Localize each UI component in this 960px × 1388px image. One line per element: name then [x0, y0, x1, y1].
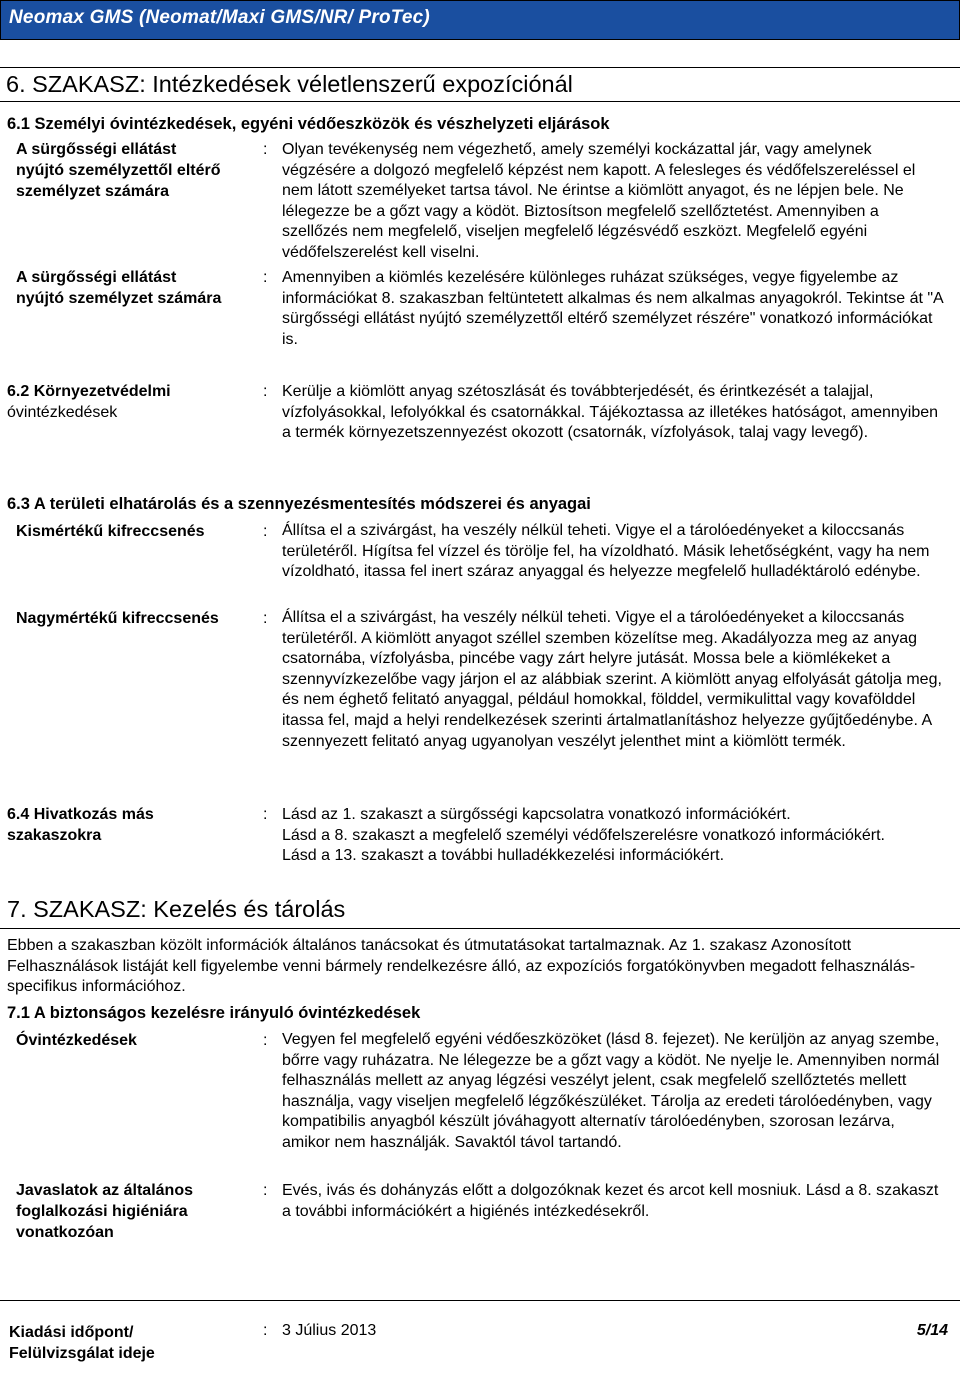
colon-separator: : [263, 1182, 268, 1199]
row-value-large-spill: Állítsa el a szivárgást, ha veszély nélkül teheti. Vigye el a tárolóedényeket a kiloccsanás területéről. A kiömlött anyagot széllel szemben közelítse meg. Akadályozza meg az anyag csatornába, vízfolyásba, pincébe vagy zárt helyre jutását. Mossa bele a kiömlékeket a szennyvízkezelőbe vagy járjon el az alábbiak szerint. A kiömlött anyag elfolyását gátolja meg, és nem éghető felitató anyaggal, például homokkal, földdel, vermikulittal vagy kovafölddel itassa fel, majd a helyi rendelkezések szerinti ártalmatlanításhoz helyezze gyűjtőedénybe. A szennyezett felitató anyag ugyanolyan veszélyt jelenthet mint a kiömlött termék. [282, 609, 942, 750]
row-value-non-emergency: Olyan tevékenység nem végezhető, amely személyi kockázattal jár, vagy amelynek végzésére a dolgozó megfelelő képzést nem kapott. A felesleges és védőfelszereléssel el nem látott személyeket tartsa távol. Ne érintse a kiömlött anyagot, és ne lépjen bele. Ne lélegezze be a gőzt vagy a ködöt. Biztosítson megfelelő szellőztetést. Amennyiben a szellőzés nem megfelelő, viseljen megfelelő légzésvédő eszközt. Megfelelő egyéni védőfelszerelést kell viselni. [282, 141, 916, 261]
colon-separator: : [263, 141, 268, 158]
subsection-7-1-title: 7.1 A biztonságos kezelésre irányuló óvintézkedések [7, 1004, 421, 1022]
section-6-title: 6. SZAKASZ: Intézkedések véletlenszerű expozíciónál [0, 67, 960, 102]
row-label-precautions: Óvintézkedések [16, 1032, 137, 1049]
subsection-6-4-label: 6.4 Hivatkozás más szakaszokra [7, 806, 154, 844]
row-label-emergency: A sürgősségi ellátást nyújtó személyzet számára [16, 269, 222, 307]
colon-separator: : [263, 523, 268, 540]
document-header [0, 0, 960, 40]
colon-separator: : [263, 383, 268, 400]
footer-issue-date: 3 Július 2013 [282, 1322, 377, 1339]
subsection-6-2-label: 6.2 Környezetvédelmi óvintézkedések [7, 383, 171, 421]
row-value-small-spill: Állítsa el a szivárgást, ha veszély nélkül teheti. Vigye el a tárolóedényeket a kiloccsanás területéről. Hígítsa fel vízzel és törölje fel, ha vízoldható. Másik lehetőségként, vagy ha nem vízoldható, itassa fel inert száraz anyaggal és helyezze megfelelő hulladéktároló edénybe. [282, 522, 930, 581]
row-value-emergency: Amennyiben a kiömlés kezelésére különleges ruházat szükséges, vegye figyelembe az információkat 8. szakaszban feltüntetett alkalmas és nem alkalmas anyagokról. Tekintse át "A sürgősségi ellátást nyújtó személyzettől eltérő személyzet részére" vonatkozó információkat is. [282, 269, 943, 348]
row-label-large-spill: Nagymértékű kifreccsenés [16, 610, 219, 627]
footer-issue-date-label: Kiadási időpont/ Felülvizsgálat ideje [9, 1324, 155, 1362]
row-value-precautions: Vegyen fel megfelelő egyéni védőeszközöket (lásd 8. fejezet). Ne kerüljön az anyag szembe, bőrre vagy ruházatra. Ne lélegezze be a gőzt vagy a ködöt. Ne nyelje le. Amennyiben normál felhasználás mellett az anyag légzési veszélyt jelent, csak megfelelő szellőztetés mellett használja, vagy viseljen megfelelő légzőkészüléket. Tárolja az eredeti tárolóedényben, vagy kompatibilis anyagból készült jóváhagyott alternatív tárolóedényben, szorosan lezárva, amikor nem használják. Savaktól távol tartandó. [282, 1031, 940, 1151]
page-number: 5/14 [916, 1322, 948, 1339]
footer-colon: : [263, 1322, 268, 1339]
footer-divider [0, 1300, 960, 1301]
section-7-title: 7. SZAKASZ: Kezelés és tárolás [7, 896, 346, 922]
subsection-6-3-title: 6.3 A területi elhatárolás és a szennyezésmentesítés módszerei és anyagai [7, 495, 591, 513]
section-7-divider [0, 928, 960, 929]
product-name: Neomax GMS (Neomat/Maxi GMS/NR/ ProTec) [9, 7, 430, 28]
colon-separator: : [263, 806, 268, 823]
row-value-hygiene: Evés, ivás és dohányzás előtt a dolgozóknak kezet és arcot kell mosniuk. Lásd a 8. szakaszt a további információkért a higiénés intézkedésekről. [282, 1182, 939, 1220]
subsection-6-4-value: Lásd az 1. szakaszt a sürgősségi kapcsolatra vonatkozó információkért. Lásd a 8. szakaszt a megfelelő személyi védőfelszerelésre vonatkozó információkért. Lásd a 13. szakaszt a további hulladékkezelési információkért. [282, 806, 885, 865]
row-label-hygiene: Javaslatok az általános foglalkozási higiéniára vonatkozóan [16, 1182, 193, 1241]
subsection-6-1-title: 6.1 Személyi óvintézkedések, egyéni védőeszközök és vészhelyzeti eljárások [7, 115, 610, 133]
section-7-intro: Ebben a szakaszban közölt információk általános tanácsokat és útmutatásokat tartalmaznak. Az 1. szakasz Azonosított Felhasználások listáját kell figyelembe venni bármely rendelkezésre álló, az expozíciós forgatókönyvben megadott felhasználás-specifikus információhoz. [7, 937, 916, 996]
subsection-6-2-value: Kerülje a kiömlött anyag szétoszlását és továbbterjedését, és érintkezését a talajjal, vízfolyásokkal, lefolyókkal és csatornákkal. Tájékoztassa az illetékes hatóságot, amennyiben a termék környezetszennyezést okozott (csatornák, vízfolyások, talaj vagy levegő). [282, 383, 939, 442]
row-label-small-spill: Kismértékű kifreccsenés [16, 523, 205, 540]
colon-separator: : [263, 1032, 268, 1049]
row-label-non-emergency: A sürgősségi ellátást nyújtó személyzettől eltérő személyzet számára [16, 141, 221, 200]
colon-separator: : [263, 610, 268, 627]
colon-separator: : [263, 269, 268, 286]
